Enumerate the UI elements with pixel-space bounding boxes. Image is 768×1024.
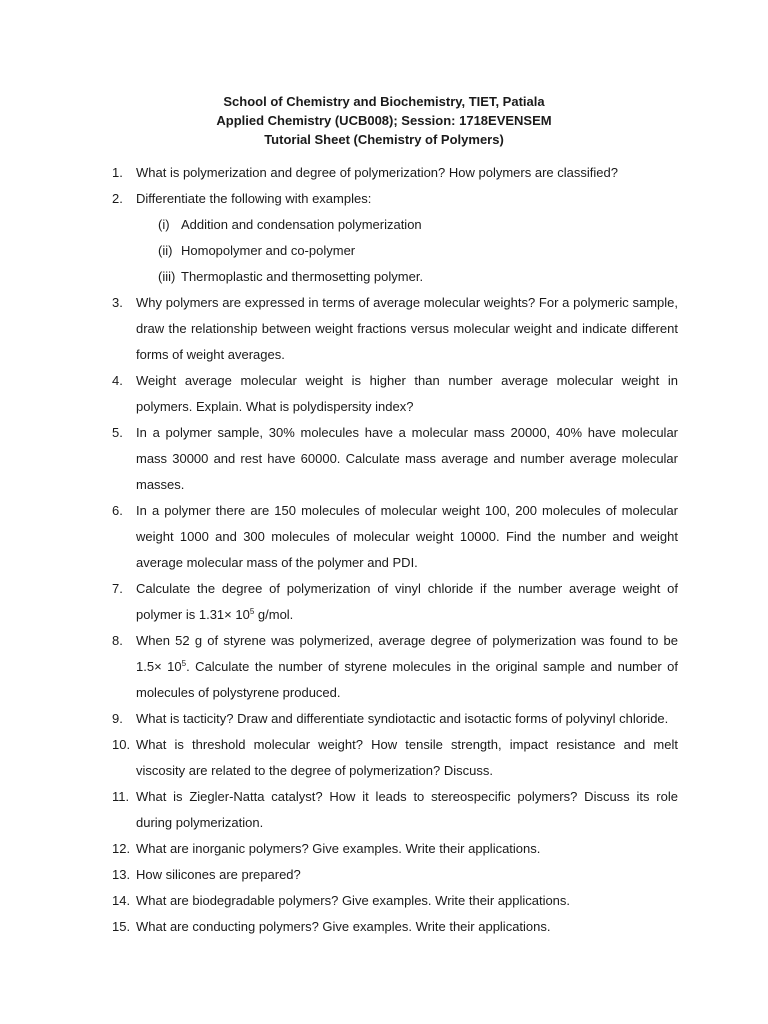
question-text: Weight average molecular weight is higher than number average molecular weight in polymers. Explain. What is polydispersity index? [136,373,678,414]
question-text: What is threshold molecular weight? How tensile strength, impact resistance and melt viscosity are related to the degree of polymerization? Discuss. [136,737,678,778]
question-12 [0,836,768,862]
question-number: 15. [112,919,131,934]
question-number: 6. [112,503,123,518]
sub-item [0,238,678,264]
sub-item [0,212,678,238]
question-6 [0,498,768,576]
question-text: What is tacticity? Draw and differentiate syndiotactic and isotactic forms of polyvinyl chloride. [136,711,669,726]
question-text: In a polymer there are 150 molecules of molecular weight 100, 200 molecules of molecular weight 1000 and 300 molecules of molecular weight 10000. Find the number and weight average molecular mass of the polymer and PDI. [136,503,678,570]
question-text: What are conducting polymers? Give examples. Write their applications. [136,919,551,934]
question-9 [0,706,768,732]
exponent: 5 [249,607,255,616]
sub-item-number: (ii) [158,243,173,258]
question-2 [0,186,768,290]
question-number: 1. [112,165,123,180]
question-text: Why polymers are expressed in terms of average molecular weights? For a polymeric sample, draw the relationship between weight fractions versus molecular weight and indicate different forms of weight averages. [136,295,678,362]
sub-item-text: Thermoplastic and thermosetting polymer. [181,269,424,284]
question-text: Differentiate the following with examples: [136,191,372,206]
question-text: What are inorganic polymers? Give examples. Write their applications. [136,841,541,856]
question-3 [0,290,768,368]
question-number: 14. [112,893,131,908]
question-15 [0,914,768,940]
question-5 [0,420,768,498]
question-14 [0,888,768,914]
question-number: 4. [112,373,123,388]
question-text-part: Calculate the degree of polymerization of vinyl chloride if the number average weight of polymer is 1.31× 10 [136,581,678,622]
question-8 [0,628,768,706]
question-number: 7. [112,581,123,596]
question-number: 13. [112,867,131,882]
question-text-part: When 52 g of styrene was polymerized, average degree of polymerization was found to be 1.5× 10 [136,633,678,674]
question-4 [0,368,768,420]
question-number: 10. [112,737,131,752]
question-11 [0,784,768,836]
question-number: 9. [112,711,123,726]
sub-item-text: Homopolymer and co-polymer [181,243,356,258]
question-text: What is polymerization and degree of polymerization? How polymers are classified? [136,165,618,180]
question-text: What is Ziegler-Natta catalyst? How it leads to stereospecific polymers? Discuss its role during polymerization. [136,789,678,830]
sub-item-list [136,212,678,290]
sheet-title: Tutorial Sheet (Chemistry of Polymers) [264,132,504,147]
school-title: School of Chemistry and Biochemistry, TIET, Patiala [223,94,545,109]
question-1 [0,160,768,186]
sub-item-number: (i) [158,217,170,232]
question-text-part: . Calculate the number of styrene molecules in the original sample and number of molecules of polystyrene produced. [136,659,678,700]
question-10 [0,732,768,784]
question-number: 3. [112,295,123,310]
question-text-part: g/mol. [254,607,294,622]
question-number: 8. [112,633,123,648]
question-number: 11. [112,789,130,804]
question-text [136,581,678,622]
course-title: Applied Chemistry (UCB008); Session: 1718EVENSEM [216,113,552,128]
question-text [136,633,678,700]
sub-item-text: Addition and condensation polymerization [181,217,422,232]
question-number: 12. [112,841,131,856]
sub-item [0,264,678,290]
question-text: In a polymer sample, 30% molecules have a molecular mass 20000, 40% have molecular mass 30000 and rest have 60000. Calculate mass average and number average molecular masses. [136,425,678,492]
exponent: 5 [181,659,187,668]
document-header [0,92,768,149]
sub-item-number: (iii) [158,269,176,284]
question-number: 2. [112,191,123,206]
question-text: How silicones are prepared? [136,867,301,882]
question-text: What are biodegradable polymers? Give examples. Write their applications. [136,893,571,908]
question-number: 5. [112,425,123,440]
question-13 [0,862,768,888]
question-list [0,160,768,940]
question-7 [0,576,768,628]
